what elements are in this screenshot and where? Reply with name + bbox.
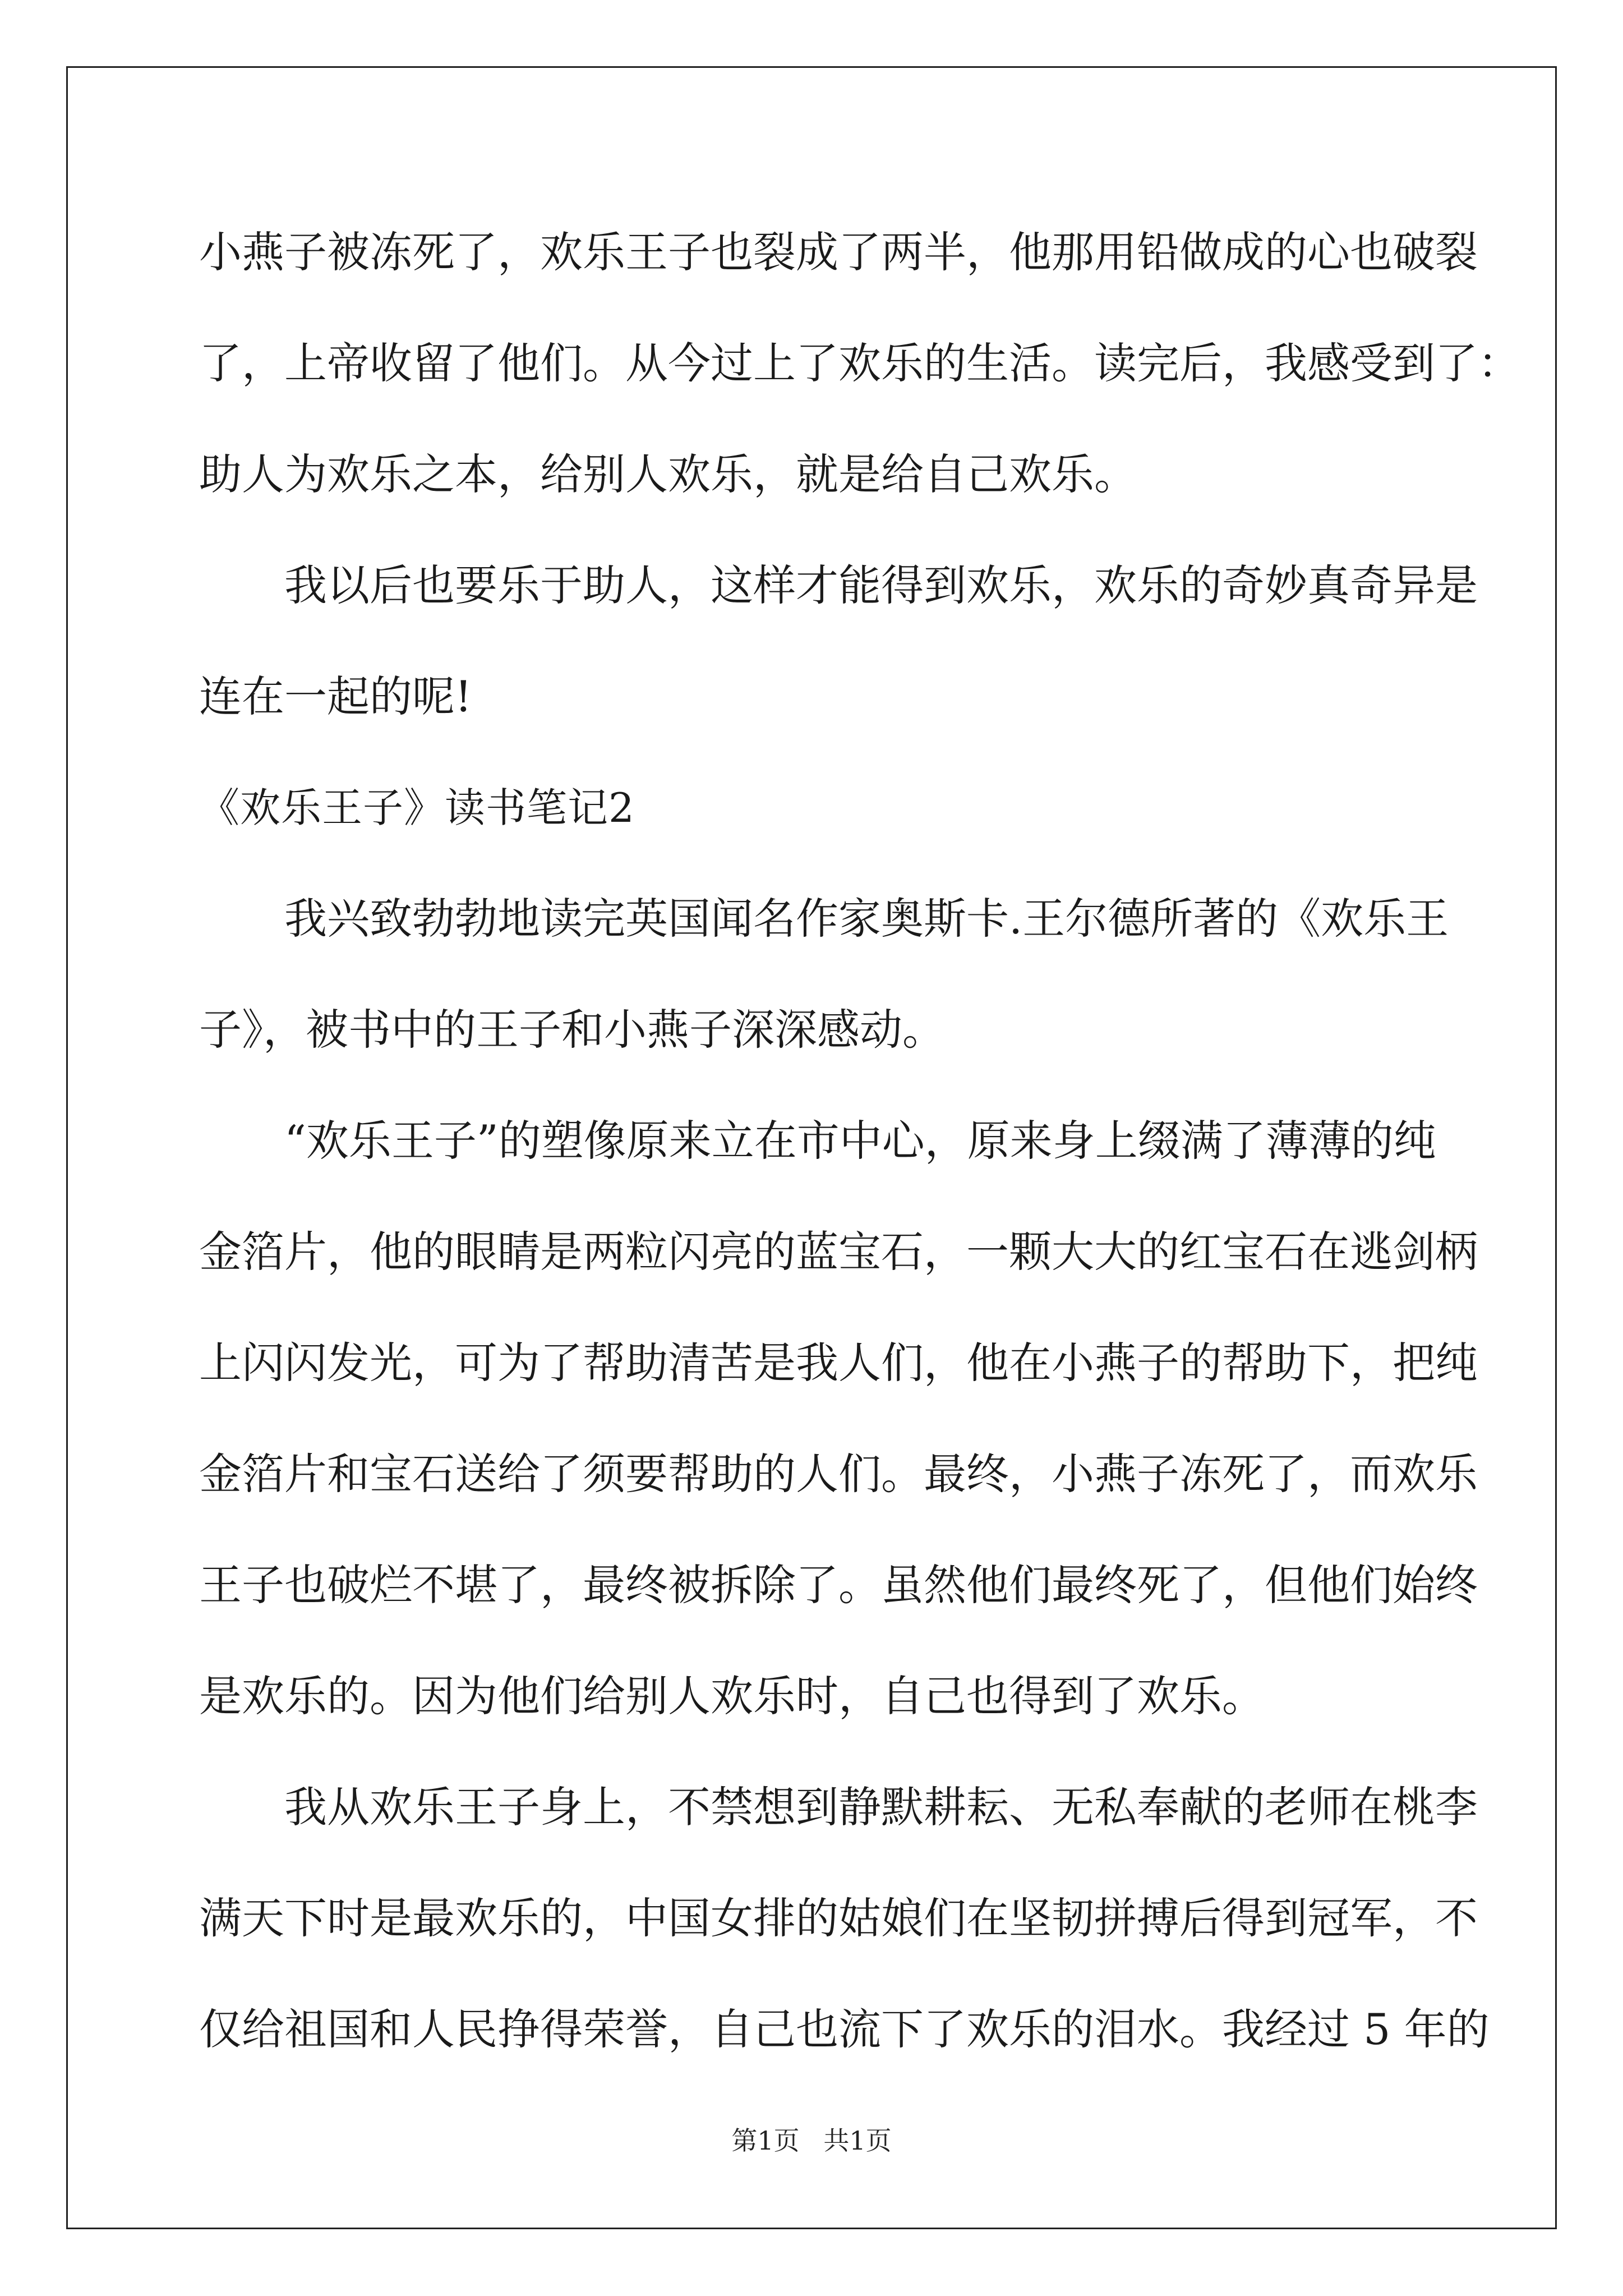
text-line: 金箔片和宝石送给了须要帮助的人们。最终，小燕子冻死了，而欢乐 [199,1449,1478,1499]
page-number: 第1页 [731,2125,800,2156]
text-line: “欢乐王子”的塑像原来立在市中心，原来身上缀满了薄薄的纯 [284,1116,1436,1166]
text-line: 我以后也要乐于助人，这样才能得到欢乐，欢乐的奇妙真奇异是 [284,560,1478,610]
text-line: 助人为欢乐之本，给别人欢乐，就是给自己欢乐。 [199,449,1137,499]
text-line: 上闪闪发光，可为了帮助清苦是我人们，他在小燕子的帮助下，把纯 [199,1338,1478,1388]
text-line: 了，上帝收留了他们。从今过上了欢乐的生活。读完后，我感受到了： [199,338,1520,388]
text-line: 满天下时是最欢乐的，中国女排的姑娘们在坚韧拼搏后得到冠军，不 [199,1893,1478,1943]
text-line: 小燕子被冻死了，欢乐王子也裂成了两半，他那用铅做成的心也破裂 [199,227,1478,277]
text-line: 我兴致勃勃地读完英国闻名作家奥斯卡.王尔德所著的《欢乐王 [284,894,1449,944]
page-footer [0,2120,1623,2157]
section-heading: 《欢乐王子》读书笔记2 [199,784,635,831]
document-body [199,213,1520,2101]
text-line: 子》，被书中的王子和小燕子深深感动。 [199,1005,945,1055]
text-line: 王子也破烂不堪了，最终被拆除了。虽然他们最终死了，但他们始终 [199,1560,1478,1610]
text-line: 金箔片，他的眼睛是两粒闪亮的蓝宝石，一颗大大的红宝石在逃剑柄 [199,1227,1478,1277]
text-line: 仅给祖国和人民挣得荣誉，自己也流下了欢乐的泪水。我经过 5 年的 [199,2004,1490,2054]
text-line: 是欢乐的。因为他们给别人欢乐时，自己也得到了欢乐。 [199,1671,1265,1721]
text-line: 连在一起的呢! [199,671,472,721]
page-total: 共1页 [823,2125,892,2156]
text-line: 我从欢乐王子身上，不禁想到静默耕耘、无私奉献的老师在桃李 [284,1782,1478,1832]
